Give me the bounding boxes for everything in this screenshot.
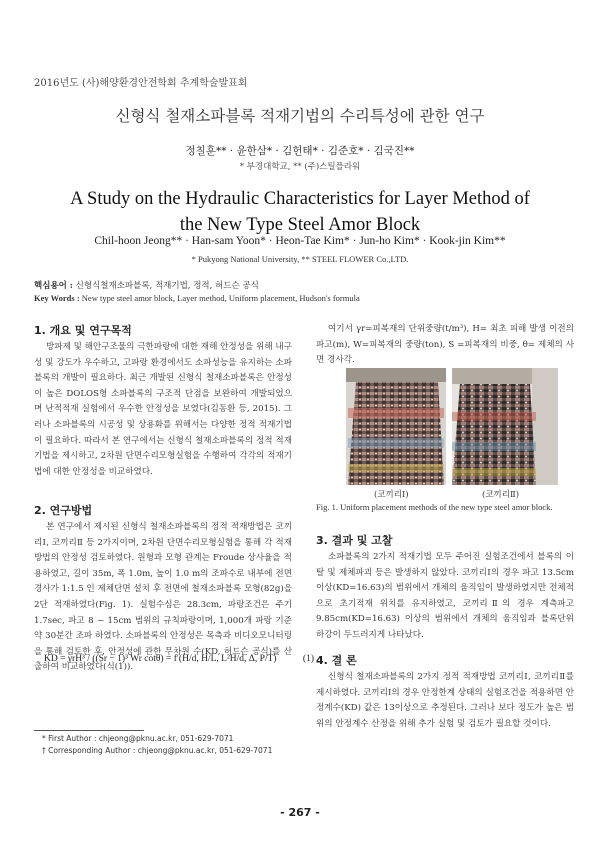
footnote-corresponding-author: † Corresponding Author : chjeong@pknu.ac.kr, 051-629-7071: [42, 746, 273, 755]
section-4-body: [316, 670, 574, 732]
figure-1-caption: Fig. 1. Uniform placement methods of the new type steel amor block.: [316, 502, 553, 512]
figure-photo-elephant-1: [346, 368, 446, 485]
variable-definitions-text: 여기서 γr=피복재의 단위중량(t/m³), H= 최초 피해 발생 이전의 파고(m), W=피복재의 중량(ton), S =피복재의 비중, θ= 제체의 사면 경사각.: [316, 324, 574, 366]
korean-keywords-text: 신형식철재소파블록, 적재기법, 정적, 허드슨 공식: [75, 281, 259, 291]
english-affiliation: * Pukyong National University, ** STEEL FLOWER Co.,LTD.: [191, 254, 409, 264]
figure-subcaption-a: (코끼리Ⅰ): [374, 490, 409, 500]
section-2-body: [34, 520, 292, 676]
page-number: - 267 -: [280, 806, 320, 819]
english-title-line-1: A Study on the Hydraulic Characteristics for Layer Method of: [70, 189, 530, 209]
english-authors: Chil-hoon Jeong** · Han-sam Yoon* · Heon-Tae Kim* · Jun-ho Kim* · Kook-jin Kim**: [94, 235, 506, 247]
korean-authors: 정칠훈** · 윤한삼* · 김헌태* · 김준호* · 김국진**: [185, 145, 415, 157]
footnote-divider: [34, 730, 144, 731]
photo-elephant-1-image: [346, 368, 446, 485]
korean-affiliation: * 부경대학교, ** (주)스틸플라워: [239, 162, 361, 172]
section-1-paragraph: 방파제 및 해안구조물의 극한파랑에 대한 재해 안정성을 위해 내구성 및 강도가 우수하고, 고파랑 환경에서도 소파성능을 유지하는 소파블록의 개발이 필요하다. 최근 개발된 신형식 철재소파블록은 안정성이 높은 DOLOS형 소파블록의 구조적 단점을 보완하여 개발되었으며 난적적재 실험에서 우수한 안정성을 보였다(김동환 등, 2015). 그러나 소파블록의 시공성 및 상용화를 위해서는 다양한 정적 적재기법이 필요하다. 따라서 본 연구에서는 신형식 철재소파블록의 정적 적재기법을 제시하고, 2차원 단면수리모형실험을 수행하여 각각의 적재기법에 대한 안정성을 비교하였다.: [34, 342, 292, 477]
english-keywords-label: Key Words :: [34, 293, 80, 303]
section-3-body: [316, 550, 574, 644]
footnote-first-author: * First Author : chjeong@pknu.ac.kr, 051-629-7071: [42, 734, 234, 743]
figure-photo-elephant-2: [452, 368, 558, 485]
korean-keywords-label: 핵심용어 :: [34, 281, 73, 291]
section-2-heading: 2. 연구방법: [34, 504, 93, 517]
section-4-paragraph: 신형식 철재소파블록의 2가지 정적 적재방법 코끼리Ⅰ, 코끼리Ⅱ를 제시하였다. 코끼리Ⅰ의 경우 안정한계 상태의 실험조건을 적용하면 안정계수(KD) 값은 13이상으로 추정된다. 그러나 보다 정도가 높은 범위의 안정계수 산정을 위해 추가 실험 및 검토가 필요할 것이다.: [316, 672, 574, 729]
photo-elephant-2-image: [452, 368, 558, 485]
english-title-line-2: the New Type Steel Amor Block: [179, 215, 421, 235]
section-3-paragraph: 소파블록의 2가지 적재기법 모두 주어진 실험조건에서 블록의 이탈 및 제체파괴 등은 발생하지 않았다. 코끼리Ⅰ의 경우 파고 13.5cm 이상(KD=16.63)의 범위에서 개체의 움직임이 발생하였지만 전체적으로 초기적재 위치를 유지하였고, 코끼리Ⅱ의 경우 계측파고 9.85cm(KD=16.63) 이상의 범위에서 개체의 움직임과 블록단위 하강이 두드러지게 나타났다.: [316, 552, 574, 640]
korean-keywords: [34, 279, 259, 291]
section-3-heading: 3. 결과 및 고찰: [316, 534, 393, 547]
section-1-heading: 1. 개요 및 연구목적: [34, 324, 132, 337]
english-title: [0, 186, 600, 238]
english-keywords-text: New type steel amor block, Layer method, Uniform placement, Hudson's formula: [81, 293, 360, 303]
equation-1: [44, 654, 314, 684]
section-2-paragraph: 본 연구에서 제시된 신형식 철재소파블록의 정적 적재방법은 코끼리Ⅰ, 코끼리Ⅱ 등 2가지이며, 2차원 단면수리모형실험을 통해 각 적재방법의 안정성 검토하였다. 원형과 모형 관계는 Froude 상사율을 적용하였고, 길이 35m, 폭 1.0m, 높이 1.0 m의 조파수로 내부에 전면경사가 1:1.5 인 제체단면 설치 후 전면에 철재소파블록 모형(82g)을 2단 적재하였다(Fig. 1). 실험수심은 28.3cm, 파랑조건은 주기 1.7sec, 파고 8 ~ 15cm 범위의 규칙파랑이며, 1,000개 파랑 기준 약 30분간 조파 하였다. 소파블록의 안정성은 목측과 비디오모니터링을 통해 검토한 후, 안정성에 관한 무차원 수(KD, 허드슨 공식)를 산출하여 비교하였다(식(1)).: [34, 522, 292, 673]
english-keywords: [34, 293, 360, 303]
conference-header: 2016년도 (사)해양환경안전학회 추계학술발표회: [34, 78, 248, 89]
section-1-body: [34, 340, 292, 480]
variable-definitions: [316, 322, 574, 369]
section-4-heading: 4. 결 론: [316, 654, 357, 667]
equation-number: (1): [302, 654, 314, 664]
figure-subcaption-b: (코끼리Ⅱ): [482, 490, 520, 500]
equation-text: KD = γrH³ / ((Sr − 1)³ Wr cotθ) = f′(H/d, H/L, L²H/d, Δ, P/T): [44, 654, 277, 664]
korean-title: 신형식 철재소파블록 적재기법의 수리특성에 관한 연구: [115, 107, 485, 125]
